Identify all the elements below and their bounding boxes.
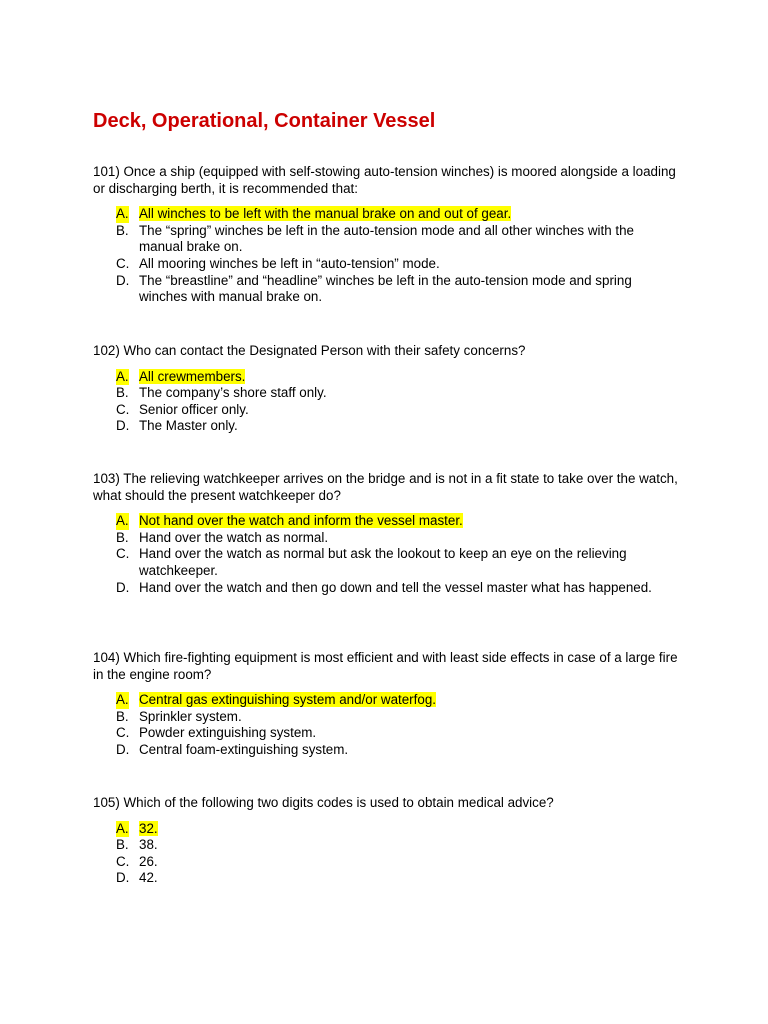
question-105: [93, 795, 678, 887]
option-letter: A.: [116, 513, 129, 529]
option-text: Hand over the watch as normal.: [139, 529, 329, 545]
question-103: [93, 471, 678, 596]
option-letter: C.: [116, 853, 130, 869]
option-text: 42.: [139, 870, 158, 886]
option-letter: D.: [116, 870, 130, 886]
option-text: 38.: [139, 837, 158, 853]
option-letter: B.: [116, 385, 129, 401]
option-a: [93, 821, 678, 838]
option-d: [93, 580, 678, 597]
option-letter: C.: [116, 255, 130, 271]
option-text: Central foam-extinguishing system.: [139, 741, 349, 757]
option-text: The company’s shore staff only.: [139, 385, 327, 401]
option-a: [93, 369, 678, 386]
question-104: [93, 650, 678, 759]
option-letter: D.: [116, 272, 130, 288]
option-text: The Master only.: [139, 418, 238, 434]
option-letter: A.: [116, 368, 129, 384]
option-b: [93, 709, 678, 726]
option-text: Not hand over the watch and inform the vessel master.: [139, 513, 463, 529]
option-letter: D.: [116, 418, 130, 434]
option-a: [93, 206, 678, 223]
option-letter: B.: [116, 837, 129, 853]
answer-options: [93, 369, 678, 435]
option-text: All winches to be left with the manual brake on and out of gear.: [139, 206, 512, 222]
option-text: Central gas extinguishing system and/or waterfog.: [139, 692, 436, 708]
option-letter: B.: [116, 222, 129, 238]
question-text: 104) Which fire-fighting equipment is most efficient and with least side effects in case of a large fire in the engine room?: [93, 650, 678, 682]
option-letter: C.: [116, 401, 130, 417]
answer-options: [93, 206, 678, 306]
option-text: Powder extinguishing system.: [139, 725, 317, 741]
question-text: 102) Who can contact the Designated Person with their safety concerns?: [93, 343, 526, 358]
option-letter: A.: [116, 692, 129, 708]
option-c: [93, 546, 678, 579]
option-letter: D.: [116, 579, 130, 595]
option-text: All crewmembers.: [139, 368, 246, 384]
option-letter: A.: [116, 206, 129, 222]
option-d: [93, 418, 678, 435]
option-a: [93, 692, 678, 709]
option-text: 26.: [139, 853, 158, 869]
option-text: All mooring winches be left in “auto-tension” mode.: [139, 255, 440, 271]
option-letter: A.: [116, 820, 129, 836]
answer-options: [93, 692, 678, 758]
option-text: Hand over the watch and then go down and tell the vessel master what has happened.: [139, 579, 652, 595]
option-letter: D.: [116, 741, 130, 757]
option-b: [93, 223, 678, 256]
option-text: 32.: [139, 820, 158, 836]
option-c: [93, 256, 678, 273]
option-b: [93, 530, 678, 547]
question-text: 103) The relieving watchkeeper arrives on the bridge and is not in a fit state to take over the watch, what should the present watchkeeper do?: [93, 471, 678, 503]
document-title: Deck, Operational, Container Vessel: [93, 110, 436, 132]
question-101: [93, 164, 678, 306]
option-c: [93, 725, 678, 742]
option-letter: C.: [116, 725, 130, 741]
option-letter: B.: [116, 708, 129, 724]
option-text: The “breastline” and “headline” winches be left in the auto-tension mode and spring winches with manual brake on.: [139, 272, 632, 305]
answer-options: [93, 821, 678, 887]
option-d: [93, 870, 678, 887]
question-text: 101) Once a ship (equipped with self-stowing auto-tension winches) is moored alongside a loading or discharging berth, it is recommended that:: [93, 164, 676, 196]
option-b: [93, 837, 678, 854]
answer-options: [93, 513, 678, 596]
option-text: Hand over the watch as normal but ask the lookout to keep an eye on the relieving watchkeeper.: [139, 546, 627, 578]
option-a: [93, 513, 678, 530]
option-c: [93, 402, 678, 419]
option-c: [93, 854, 678, 871]
question-text: 105) Which of the following two digits codes is used to obtain medical advice?: [93, 795, 554, 810]
option-text: The “spring” winches be left in the auto-tension mode and all other winches with the manual brake on.: [139, 222, 634, 255]
question-102: [93, 343, 678, 435]
option-d: [93, 273, 678, 306]
option-text: Sprinkler system.: [139, 708, 242, 724]
option-d: [93, 742, 678, 759]
option-letter: C.: [116, 546, 130, 562]
option-b: [93, 385, 678, 402]
option-text: Senior officer only.: [139, 401, 249, 417]
option-letter: B.: [116, 529, 129, 545]
